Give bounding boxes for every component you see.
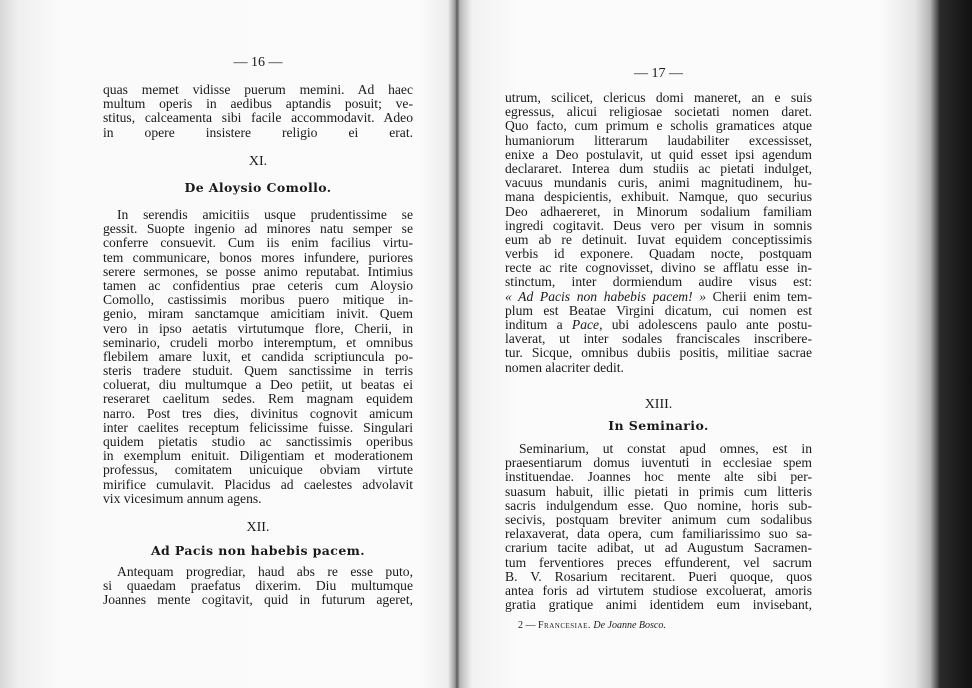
text-line: steris tradere studuit. Quem sanctissime in terris [103, 363, 413, 379]
text-line [505, 318, 812, 332]
text-line: tur. Sicque, omnibus dubiis positis, militiae sacrae [505, 345, 812, 361]
text-line: utrum, scilicet, clericus domi maneret, an e suis [505, 90, 812, 105]
text-line: gratia gratique animi identidem eum invisebant, [505, 597, 812, 613]
chapter-number: XIII. [644, 397, 673, 412]
chapter-title: De Aloysio Comollo. [184, 180, 332, 195]
text-line: inter caelites receptum felicissime fuisse. Singulari [103, 419, 413, 435]
text-line: Joannes mente cogitavit, quid in futurum ageret, [103, 592, 413, 608]
text-line: B. V. Rosarium recitarent. Pueri quoque, quos [505, 568, 812, 584]
chapter-title: In Seminario. [608, 418, 709, 433]
text-line: coluerat, diu multumque a Deo petiit, ut beatas ei [103, 377, 413, 393]
paragraph [505, 91, 812, 375]
text-line: eum ab re detinuit. Iuvat equidem conceptissimis [505, 231, 812, 247]
footnote-author: Francesiae. [538, 620, 591, 631]
text-line: Seminarium, ut constat apud omnes, est in [519, 441, 812, 456]
text-line: conferre consuevit. Cum iis enim facilius virtu- [103, 235, 413, 251]
text-line: ingredi cogitavit. Deus vero per visum in somnis [505, 217, 812, 233]
text-line: Antequam progrediar, haud abs re esse puto, [117, 564, 413, 579]
text-line: In serendis amicitiis usque prudentissime se [117, 207, 413, 222]
text-line: antea foris ad virtutem studiose excoluerat, amoris [505, 582, 812, 598]
paragraph [103, 208, 413, 506]
text-line: in exemplum enituit. Diligentiam et moderationem [103, 448, 413, 464]
italic-text: « Ad Pacis non habebis pacem! » [505, 288, 707, 304]
text-line: vero in ipso aetatis virtutumque flore, Cherii, in [103, 320, 413, 336]
text-line: tum ferventiores preces effunderent, vel sacrum [505, 554, 812, 570]
text-line: secivis, postquam breviter animum cum sodalibus [505, 511, 812, 527]
text-line: laverat, ut inter sodales franciscales inscribere- [505, 331, 812, 347]
text-line: quidem pietatis studio ac sanctissimis operibus [103, 434, 413, 449]
chapter-number: XII. [246, 520, 270, 535]
chapter-title: Ad Pacis non habebis pacem. [150, 543, 366, 558]
footnote-work: De Joanne Bosco. [590, 620, 666, 631]
footnote [518, 620, 825, 631]
text-line: stitus, calceamenta sibi facile accommodavit. Adeo [103, 110, 413, 126]
text-line: seminario, crudeli morbo interemptum, et omnibus [103, 334, 413, 350]
page-number-17: — 17 — [634, 66, 683, 81]
text-line: tem communicare, bonos mores infundere, puriores [103, 249, 413, 265]
text-line: quas memet vidisse puerum memini. Ad haec [103, 82, 413, 97]
text-line: stinctum, inter dormiendum audire visus est: [505, 274, 812, 290]
text-line: flebilem amare luxit, et candida scriptiuncula po- [103, 348, 413, 364]
text-line: enixe a Deo postulavit, ut quid esset ipsi agendum [505, 146, 812, 162]
text-line [505, 290, 812, 304]
text-line: declararet. Interea dum studiis ac pietati indulget, [505, 160, 812, 176]
text-line: Deo adhaereret, in Minorum sodalium familiam [505, 203, 812, 219]
text-line: suasum habuit, illic pietati in primis cum litteris [505, 483, 812, 499]
page-number-16: — 16 — [233, 55, 283, 70]
text-line: instituendae. Joannes hoc mente alte sibi per- [505, 469, 812, 485]
text-line: relaxaverat, data opera, cum familiarissimo suo sa- [505, 526, 812, 542]
text-line: si quaedam praefatus dixerim. Diu multumque [103, 578, 413, 594]
text-line: vacuus mundanis curis, animi magnitudinem, hu- [505, 175, 812, 191]
text-line: Quo facto, cum primum e scholis gramatices atque [505, 118, 812, 134]
text-line: sacris indulgendum esse. Quo nomine, horis sub- [505, 497, 812, 513]
text-line: plum est Beatae Virgini dicatum, cui nomen est [505, 302, 812, 318]
text-line: narro. Post tres dies, divinitus cognovit amicum [103, 405, 413, 421]
paragraph [103, 83, 413, 140]
text-line: verbis id exponere. Quadam nocte, postquam [505, 246, 812, 262]
text-line: professus, comitatem unicuique obviam virtute [103, 462, 413, 478]
text-segment: , ubi adolescens paulo ante postu- [599, 317, 812, 332]
text-line: humaniorum litterarum laudabiliter excessisset, [505, 132, 812, 148]
text-line: Comollo, castissimis moribus puero mitique in- [103, 292, 413, 308]
text-line: in opere insistere religio ei erat. [103, 124, 413, 140]
text-line: nomen alacriter dedit. [505, 359, 624, 375]
text-line: recte ac rite cognovisset, divino se afflatu esse in- [505, 260, 812, 276]
text-line: gessit. Suopte ingenio ad minores natu semper se [103, 221, 413, 237]
text-line: vix vicesimum annum agens. [103, 490, 262, 506]
footnote-signature: 2 — [518, 620, 538, 631]
text-line: praesentiarum domus iuventuti in ecclesiae spem [505, 455, 812, 471]
italic-text: Pace [571, 317, 600, 332]
text-line: mirifice cumulavit. Placidus ad caelestes advolavit [103, 476, 413, 492]
paragraph [505, 442, 812, 612]
text-line: multum operis in aedibus aptandis posuit; ve- [103, 96, 413, 112]
chapter-number: XI. [248, 154, 268, 169]
paragraph [103, 565, 413, 608]
text-line: genio, miram sanctamque amicitiam inivit. Quem [103, 306, 413, 322]
text-line: egressus, alicui religiosae societati nomen daret. [505, 104, 812, 120]
text-segment: inditum a [505, 317, 572, 332]
text-line: mana despicientis, exhibuit. Namque, quo securius [505, 189, 812, 205]
text-segment: Cherii enim tem- [706, 288, 812, 304]
text-line: crarium tacite adibat, ut ad Augustum Sacramen- [505, 540, 812, 556]
text-line: serere sermones, se posse animo reputabat. Intimius [103, 263, 413, 279]
text-line: reseraret caelitum sedes. Rem magnam equidem [103, 391, 413, 407]
text-line: tamen ac confidentius prae ceteris cum Aloysio [103, 277, 413, 293]
